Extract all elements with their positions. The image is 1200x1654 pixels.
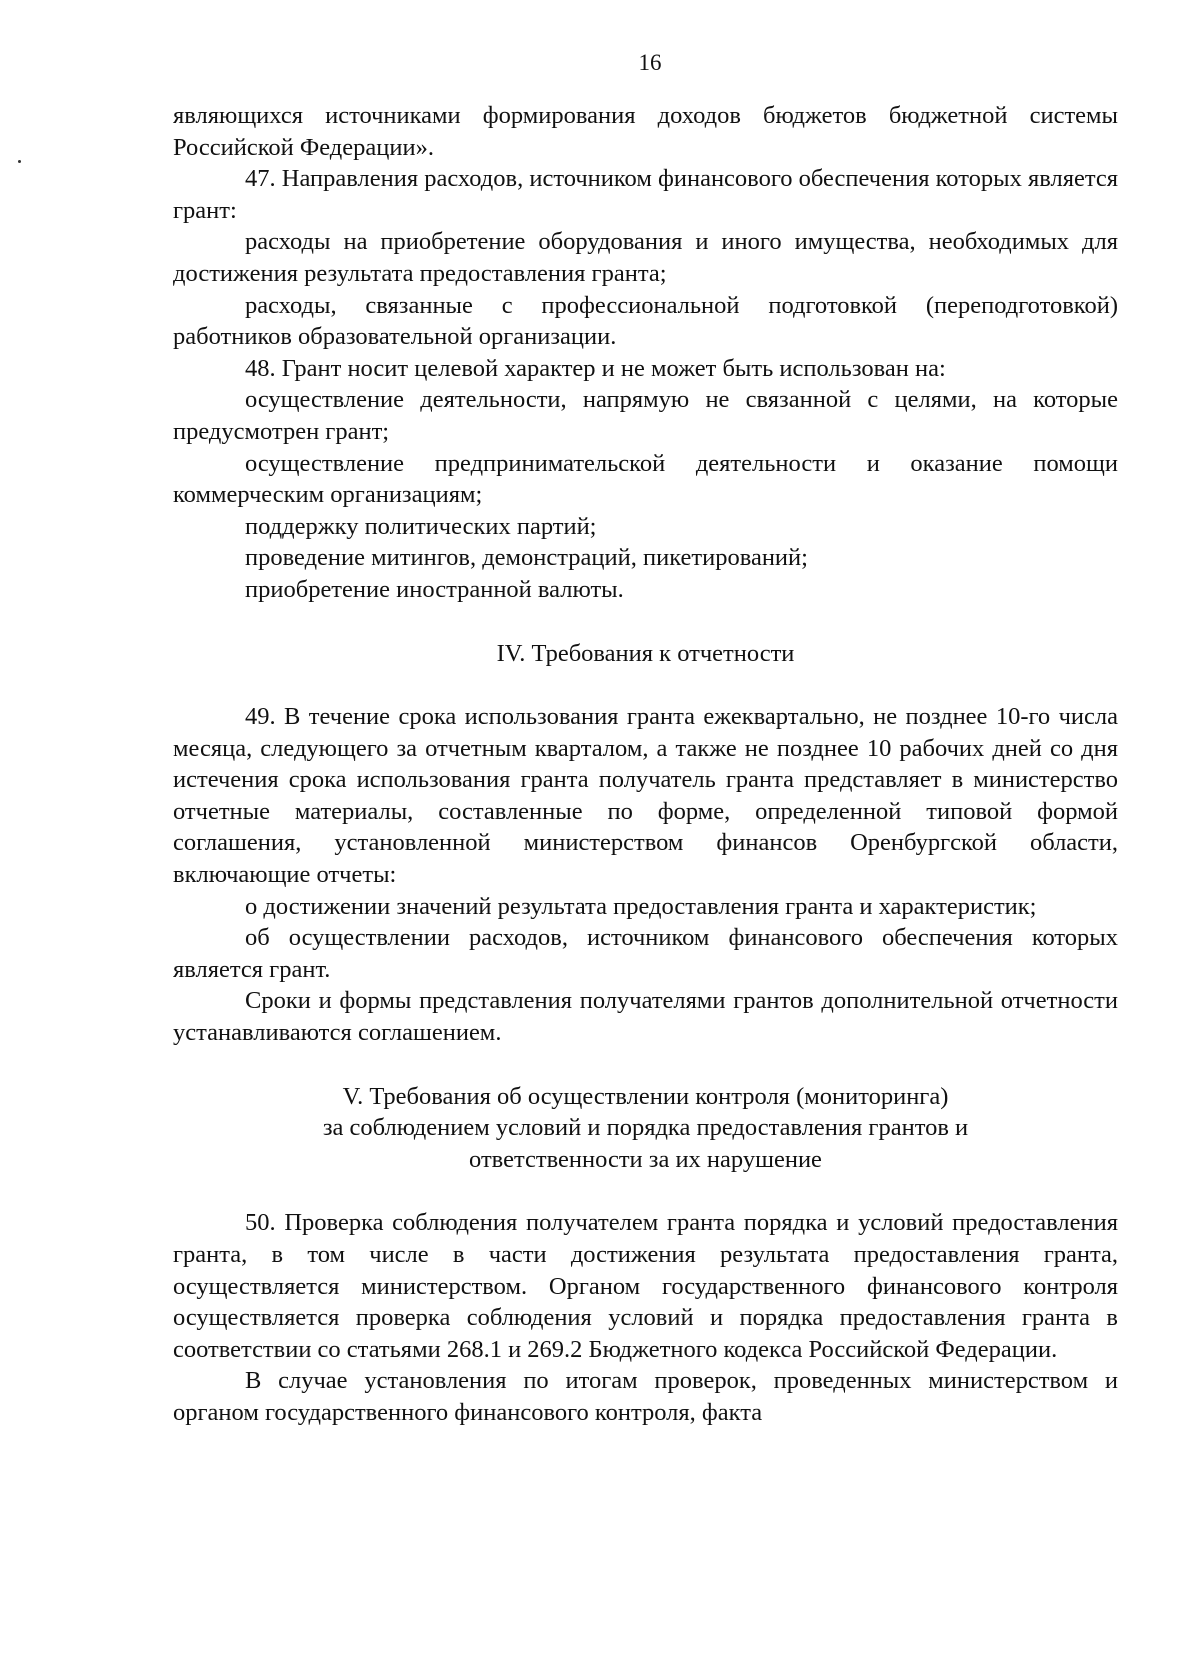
- paragraph: проведение митингов, демонстраций, пикетирований;: [245, 544, 808, 572]
- paragraph: приобретение иностранной валюты.: [245, 575, 624, 603]
- paragraph: 50. Проверка соблюдения получателем гранта порядка и условий предоставления гранта, в том числе в части достижения результата предоставления гранта, осуществляется министерством. Органом государственного финансового контроля осуществляется проверка соблюдения условий и порядка предоставления гранта в соответствии со статьями 268.1 и 269.2 Бюджетного кодекса Российской Федерации.: [173, 1209, 1118, 1363]
- section-spacer: [173, 1175, 1118, 1207]
- paragraph: осуществление деятельности, напрямую не связанной с целями, на которые предусмотрен грант;: [173, 386, 1118, 445]
- paragraph: 49. В течение срока использования гранта ежеквартально, не позднее 10-го числа месяца, следующего за отчетным кварталом, а также не позднее 10 рабочих дней со дня истечения срока использования гранта получатель гранта представляет в министерство отчетные материалы, составленные по форме, определенной типовой формой соглашения, установленной министерством финансов Оренбургской области, включающие отчеты:: [173, 703, 1118, 889]
- paragraph: осуществление предпринимательской деятельности и оказание помощи коммерческим организациям;: [173, 449, 1118, 509]
- paragraph: Сроки и формы представления получателями грантов дополнительной отчетности устанавливаются соглашением.: [173, 987, 1118, 1047]
- section-spacer: [173, 669, 1118, 701]
- section-spacer: [173, 606, 1118, 638]
- paragraph: являющихся источниками формирования доходов бюджетов бюджетной системы Российской Федерации».: [173, 102, 1118, 161]
- section-heading: за соблюдением условий и порядка предоставления грантов и: [322, 1114, 969, 1142]
- paragraph: В случае установления по итогам проверок, проведенных министерством и органом государственного финансового контроля, факта: [173, 1367, 1118, 1426]
- section-spacer: [173, 1049, 1118, 1081]
- page-number: 16: [638, 50, 662, 75]
- paragraph: о достижении значений результата предоставления гранта и характеристик;: [245, 892, 1037, 920]
- paragraph: 48. Грант носит целевой характер и не может быть использован на:: [245, 354, 946, 382]
- paragraph: расходы на приобретение оборудования и иного имущества, необходимых для достижения результата предоставления гранта;: [173, 228, 1118, 287]
- section-heading: IV. Требования к отчетности: [496, 639, 795, 667]
- document-body: [173, 100, 1118, 1429]
- paragraph: расходы, связанные с профессиональной подготовкой (переподготовкой) работников образовательной организации.: [173, 291, 1118, 351]
- section-heading: ответственности за их нарушение: [469, 1145, 822, 1173]
- paragraph: поддержку политических партий;: [245, 512, 597, 540]
- paragraph: 47. Направления расходов, источником финансового обеспечения которых является грант:: [173, 165, 1118, 224]
- scan-artifact: [18, 160, 21, 163]
- section-heading: V. Требования об осуществлении контроля (мониторинга): [342, 1082, 949, 1110]
- paragraph: об осуществлении расходов, источником финансового обеспечения которых является грант.: [173, 924, 1118, 983]
